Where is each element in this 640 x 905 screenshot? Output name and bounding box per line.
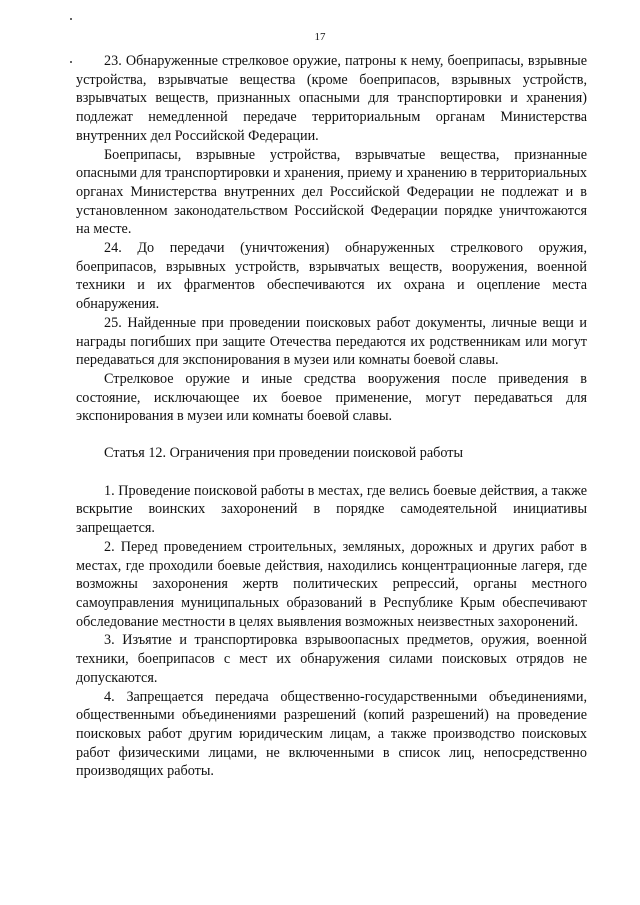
article-paragraph-3: 3. Изъятие и транспортировка взрывоопасных предметов, оружия, военной техники, боеприпасов с мест их обнаружения силами поисковых отрядов не допускаются. (76, 632, 587, 686)
document-body (76, 52, 587, 781)
paragraph-weapons-exhibition: Стрелковое оружие и иные средства вооружения после приведения в состояние, исключающее их боевое применение, могут передаваться для экспонирования в музеи или комнаты боевой славы. (76, 370, 587, 425)
spacer (76, 463, 587, 482)
scan-speck (70, 61, 72, 63)
article-title: Статья 12. Ограничения при проведении поисковой работы (104, 445, 464, 462)
scan-speck (70, 18, 72, 20)
spacer (76, 426, 587, 444)
page-number: 17 (314, 31, 326, 43)
article-paragraph-4: 4. Запрещается передача общественно-государственными объединениями, общественными объединениями разрешений (копий разрешений) на проведение поисковых работ другим юридическим лицам, а также производство поисковых работ физическими лицами, не включенными в список лиц, непосредственно производящих работы. (76, 688, 587, 780)
article-paragraph-2: 2. Перед проведением строительных, земляных, дорожных и других работ в местах, где проходили боевые действия, находились концентрационные лагеря, где возможны захоронения жертв политических репрессий, органы местного самоуправления муниципальных образований в Республике Крым обеспечивают обследование местности в целях выявления возможных неизвестных захоронений. (76, 538, 587, 630)
article-paragraph-1: 1. Проведение поисковой работы в местах, где велись боевые действия, а также вскрытие воинских захоронений в порядке самодеятельной инициативы запрещается. (76, 482, 587, 537)
paragraph-23: 23. Обнаруженные стрелковое оружие, патроны к нему, боеприпасы, взрывные устройства, взрывчатые вещества (кроме боеприпасов, взрывных устройств, взрывчатых веществ, признанных опасными для транспортировки и хранения) подлежат немедленной передаче территориальным органам Министерства внутренних дел Российской Федерации. (76, 53, 587, 144)
paragraph-25: 25. Найденные при проведении поисковых работ документы, личные вещи и награды погибших при защите Отечества передаются их родственникам или могут передаваться для экспонирования в музеи или комнаты боевой славы. (76, 314, 587, 369)
paragraph-24: 24. До передачи (уничтожения) обнаруженных стрелкового оружия, боеприпасов, взрывных устройств, взрывчатых веществ, вооружения, военной техники и их фрагментов обеспечиваются их охрана и оцепление места обнаружения. (76, 240, 587, 313)
paragraph-ammunition-destruction: Боеприпасы, взрывные устройства, взрывчатые вещества, признанные опасными для транспортировки и хранения, приему и хранению в территориальных органах Министерства внутренних дел Российской Федерации не подлежат и в установленном законодательством Российской Федерации порядке уничтожаются на месте. (76, 146, 587, 238)
